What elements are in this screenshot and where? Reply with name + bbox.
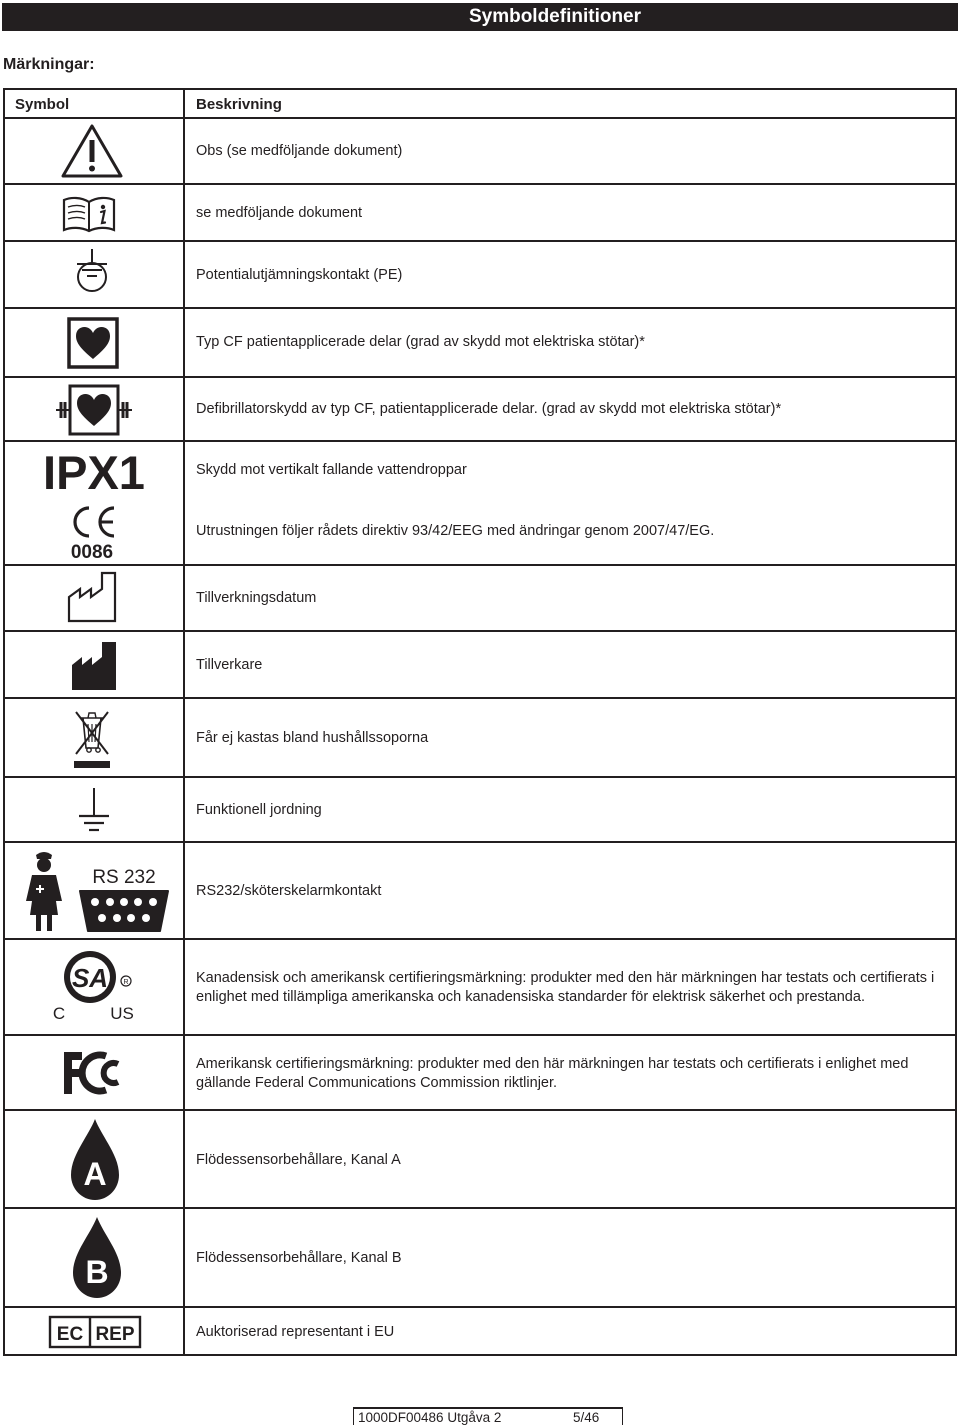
column-header-symbol: Symbol [15,96,70,113]
csa-mark-icon [50,947,140,1025]
row-description: Tillverkningsdatum [196,589,317,606]
row-divider [3,1109,957,1111]
fcc-mark-icon [62,1050,124,1096]
row-description: Defibrillatorskydd av typ CF, patientapplicerade delar. (grad av skydd mot elektriska stötar)* [196,400,782,417]
row-description: Tillverkare [196,656,263,673]
row-divider [3,776,957,778]
row-divider [3,376,957,378]
row-description: RS232/sköterskelarmkontakt [196,882,382,899]
column-header-description: Beskrivning [196,96,282,113]
row-description: Kanadensisk och amerikansk certifieringsmärkning: produkter med den här märkningen har testats och certifierats i enlighet med tillämpliga amerikanska och kanadensiska standarder för elektrisk säkerhet och prestanda. [196,970,935,1005]
row-description: Amerikansk certifieringsmärkning: produkter med den här märkningen har testats och certifierats i enlighet med gällande Federal Communications Commission riktlinjer. [196,1056,909,1091]
footer-document-id: 1000DF00486 Utgåva 2 [358,1410,502,1425]
manufacturer-icon [70,640,118,692]
page-footer [353,1407,623,1425]
drop-a-icon [68,1117,122,1203]
section-label: Märkningar: [3,56,95,73]
warning-triangle-icon [60,123,124,179]
rs232-nurse-call-icon [22,847,172,935]
row-divider [3,307,957,309]
ec-rep-icon [48,1315,142,1349]
ipx1-text: IPX1 [43,448,145,494]
column-divider [183,88,185,1356]
page-title: Symboldefinitioner [468,6,642,27]
csa-c-label: C [52,1004,66,1023]
page-title-bar [2,3,958,31]
row-description: Utrustningen följer rådets direktiv 93/42/EEG med ändringar genom 2007/47/EG. [196,522,715,539]
drop-a-letter: A [83,1156,107,1192]
ec-label: EC [56,1324,84,1345]
row-divider [3,117,957,119]
svg-text:R: R [123,979,129,986]
row-divider [3,564,957,566]
ce-notified-body-text: 0086 [70,542,114,561]
row-description: Flödessensorbehållare, Kanal A [196,1151,401,1168]
row-description: Flödessensorbehållare, Kanal B [196,1249,402,1266]
row-divider [3,1034,957,1036]
rep-label: REP [95,1324,135,1345]
rs232-label: RS 232 [92,867,156,888]
ce-mark-icon [62,503,122,561]
svg-text:SA: SA [71,963,109,993]
instruction-manual-icon [61,195,117,233]
row-divider [3,938,957,940]
row-description: se medföljande dokument [196,204,363,221]
row-description: Obs (se medföljande dokument) [196,142,403,159]
functional-earth-icon [76,786,112,836]
row-description: Potentialutjämningskontakt (PE) [196,266,403,283]
row-divider [3,1306,957,1308]
row-divider [3,841,957,843]
drop-b-letter: B [85,1254,109,1290]
row-description: Auktoriserad representant i EU [196,1323,395,1340]
weee-bin-icon [72,708,112,772]
row-description: Skydd mot vertikalt fallande vattendroppar [196,461,467,478]
drop-b-icon [70,1215,124,1301]
row-description: Får ej kastas bland hushållssoporna [196,729,429,746]
row-divider [3,697,957,699]
type-cf-heart-icon [67,317,119,369]
row-description: Typ CF patientapplicerade delar (grad av skydd mot elektriska stötar)* [196,333,645,350]
row-divider [3,1207,957,1209]
row-divider [3,183,957,185]
csa-us-label: US [110,1004,134,1023]
equipotential-icon [74,247,110,303]
date-of-manufacture-icon [66,570,118,624]
ipx1-icon [38,448,150,494]
row-divider [3,630,957,632]
row-divider [3,240,957,242]
defib-proof-cf-icon [54,383,134,437]
footer-page-number: 5/46 [573,1410,600,1425]
row-description: Funktionell jordning [196,801,322,818]
row-divider [3,440,957,442]
